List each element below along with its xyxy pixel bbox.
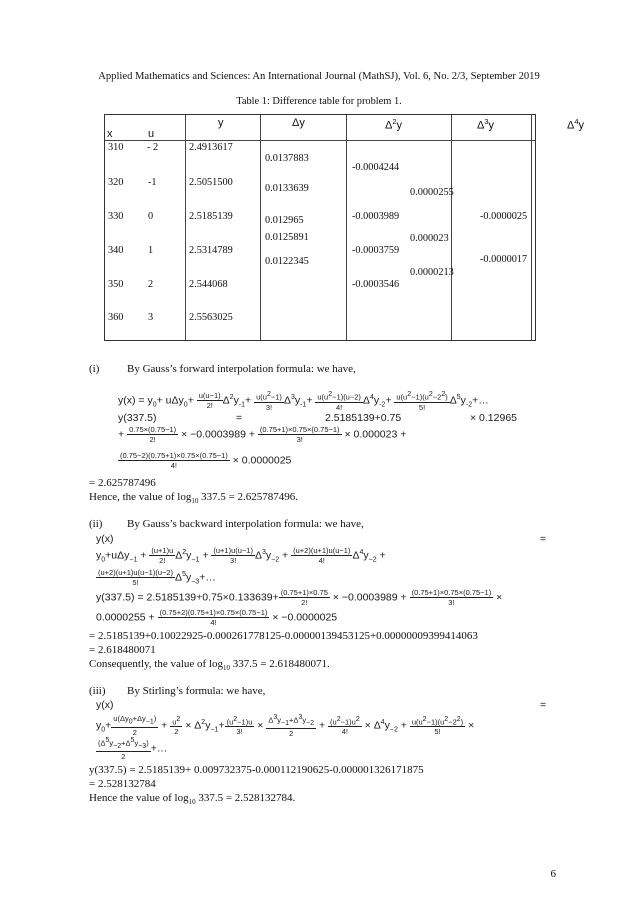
table-cell: -1 <box>148 177 157 188</box>
table-cell: 330 <box>108 211 124 222</box>
section-iii-label: (iii) <box>89 685 106 697</box>
gauss-forward-formula: $y(x) = y_0+ u\Delta y_0+$ $\frac{u(u-1)}{2!}$ $\Delta^2y_{-1}+$ $\frac{u(u^2-1)}{3!}$ $\Delta^3y_{-1}+$ $\frac{u(u^2-1)(u-2)}{4!}$ $\Delta^4y_{-2}+$ $\frac{u(u^2-1)(u^2-2^2)}{5!}$ $\Delta^5y_{-2}+\dots$ <box>118 391 489 412</box>
table-cell: 0.0125891 <box>265 232 309 243</box>
section-ii-label: (ii) <box>89 518 103 530</box>
gauss-forward-result: = 2.625787496 <box>89 477 156 489</box>
stirling-numeric: y(337.5) = 2.5185139+ 0.009732375-0.000112190625-0.000001326171875 <box>89 764 424 776</box>
table-cell: 1 <box>148 245 154 256</box>
table-cell: 350 <box>108 279 124 290</box>
col-header-x: x <box>107 128 113 140</box>
section-i-label: (i) <box>89 363 100 375</box>
table-cell: -0.0000017 <box>480 254 528 265</box>
stirling-formula-2: $\frac{(\Delta^5y_{-2}+\Delta^5y_{-3})}{2}$ +… <box>98 737 168 761</box>
gauss-forward-conclusion: Hence, the value of $\log_{10} 337.5 = 2.625787496$. <box>89 491 299 506</box>
page-number: 6 <box>550 868 556 880</box>
table-cell: 3 <box>148 312 154 323</box>
stirling-equals: = <box>540 699 547 711</box>
journal-header: Applied Mathematics and Sciences: An International Journal (MathSJ), Vol. 6, No. 2/3, September 2019 <box>98 71 540 82</box>
table-cell: 310 <box>108 142 124 153</box>
gauss-backward-substitution-2: 0.0000255 + $\frac{(0.75+2)(0.75+1)\times 0.75\times(0.75-1)}{4!}$ × −0.0000025 <box>96 608 338 627</box>
table-cell: -0.0003989 <box>352 211 400 222</box>
table-cell: 0.0133639 <box>265 183 309 194</box>
stirling-lhs: y(x) <box>96 699 114 711</box>
gauss-backward-formula-2: $\frac{(u+2)(u+1)u(u-1)(u-2)}{5!}$ $\Delta^5y_{-3}+\dots$ <box>98 568 216 587</box>
col-header-delta3-y: $\Delta^3y$ <box>477 117 495 132</box>
table-cell: 0.0000213 <box>410 267 454 278</box>
col-header-delta4-y: $\Delta^4y$ <box>567 117 585 132</box>
gauss-forward-expansion-1: + $\frac{0.75\times(0.75-1)}{2!}$ × −0.0003989 + $\frac{(0.75+1)\times 0.75\times(0.75-1)}{3!}$ × 0.000023 + <box>118 425 407 444</box>
gauss-backward-conclusion: Consequently, the value of $\log_{10} 337.5 = 2.618480071$. <box>89 658 330 673</box>
difference-table <box>104 114 585 341</box>
gauss-backward-substitution: y(337.5) = 2.5185139+0.75×0.133639+ $\frac{(0.75+1)\times 0.75}{2!}$ × −0.0003989 + $\frac{(0.75+1)\times 0.75\times(0.75-1)}{3!}$ × <box>96 588 503 607</box>
table-cell: 320 <box>108 177 124 188</box>
gauss-forward-equals: = <box>236 412 243 424</box>
table-cell: 360 <box>108 312 124 323</box>
table-cell: 0.0000255 <box>410 187 454 198</box>
col-header-delta2-y: $\Delta^2y$ <box>385 117 403 132</box>
gauss-forward-expansion-2: $\frac{(0.75-2)(0.75+1)\times 0.75\times(0.75-1)}{4!}$ × 0.0000025 <box>120 451 292 470</box>
gauss-backward-formula-1: $y_0+u\Delta y_{-1}$ + $\frac{(u+1)u}{2!}$ $\Delta^2y_{-1}$ + $\frac{(u+1)u(u-1)}{3!}$ $\Delta^3y_{-2}$ + $\frac{(u+2)(u+1)u(u-1)}{4!}$ $\Delta^4y_{-2}$ + <box>96 546 386 565</box>
table-cell: 0.000023 <box>410 233 449 244</box>
col-header-delta-y: Δy <box>292 117 305 129</box>
section-ii-heading: By Gauss’s backward interpolation formula: we have, <box>127 518 364 530</box>
table-cell: 0.012965 <box>265 215 304 226</box>
table-cell: - 2 <box>147 142 159 153</box>
table-cell: 2.544068 <box>189 279 228 290</box>
gauss-backward-numeric: = 2.5185139+0.10022925-0.000261778125-0.00000139453125+0.00000009399414063 <box>89 630 478 642</box>
gauss-forward-term: × 0.12965 <box>470 412 518 424</box>
col-header-u: u <box>148 128 155 140</box>
table-cell: 0.0122345 <box>265 256 309 267</box>
gauss-forward-lhs: y(337.5) <box>118 412 157 424</box>
col-header-y: y <box>218 117 224 129</box>
table-cell: 2.5185139 <box>189 211 233 222</box>
stirling-result: = 2.528132784 <box>89 778 156 790</box>
section-iii-heading: By Stirling’s formula: we have, <box>127 685 266 697</box>
gauss-forward-substitution: 2.5185139+0.75 <box>325 412 402 424</box>
table-cell: 2.5563025 <box>189 312 233 323</box>
stirling-formula-1: $y_0+$ $\frac{u(\Delta y_0+\Delta y_{-1})}{2}$ + $\frac{u^2}{2}$ × $\Delta^2y_{-1}+$ $\frac{(u^2-1)u}{3!}$ × $\frac{\Delta^3y_{-1}+\Delta^3y_{-2}}{2}$ + $\frac{(u^2-1)u^2}{4!}$ × $\Delta^4y_{-2}$ + $\frac{u(u^2-1)(u^2-2^2)}{5!}$ × <box>96 714 475 738</box>
stirling-conclusion: Hence the value of $\log_{10} 337.5 = 2.528132784$. <box>89 792 296 807</box>
table-cell: 2.5051500 <box>189 177 233 188</box>
gauss-backward-lhs: y(x) <box>96 533 114 545</box>
table-cell: 2.5314789 <box>189 245 233 256</box>
gauss-backward-equals: = <box>540 533 547 545</box>
table-cell: 2 <box>148 279 154 290</box>
table-cell: 0.0137883 <box>265 153 309 164</box>
table-cell: -0.0004244 <box>352 162 400 173</box>
table-cell: -0.0003759 <box>352 245 400 256</box>
table-cell: 0 <box>148 211 154 222</box>
table-cell: 340 <box>108 245 124 256</box>
table-cell: -0.0000025 <box>480 211 528 222</box>
table-cell: 2.4913617 <box>189 142 233 153</box>
table-cell: -0.0003546 <box>352 279 400 290</box>
section-i-heading: By Gauss’s forward interpolation formula: we have, <box>127 363 356 375</box>
table-caption: Table 1: Difference table for problem 1. <box>236 96 402 107</box>
gauss-backward-result: = 2.618480071 <box>89 644 156 656</box>
